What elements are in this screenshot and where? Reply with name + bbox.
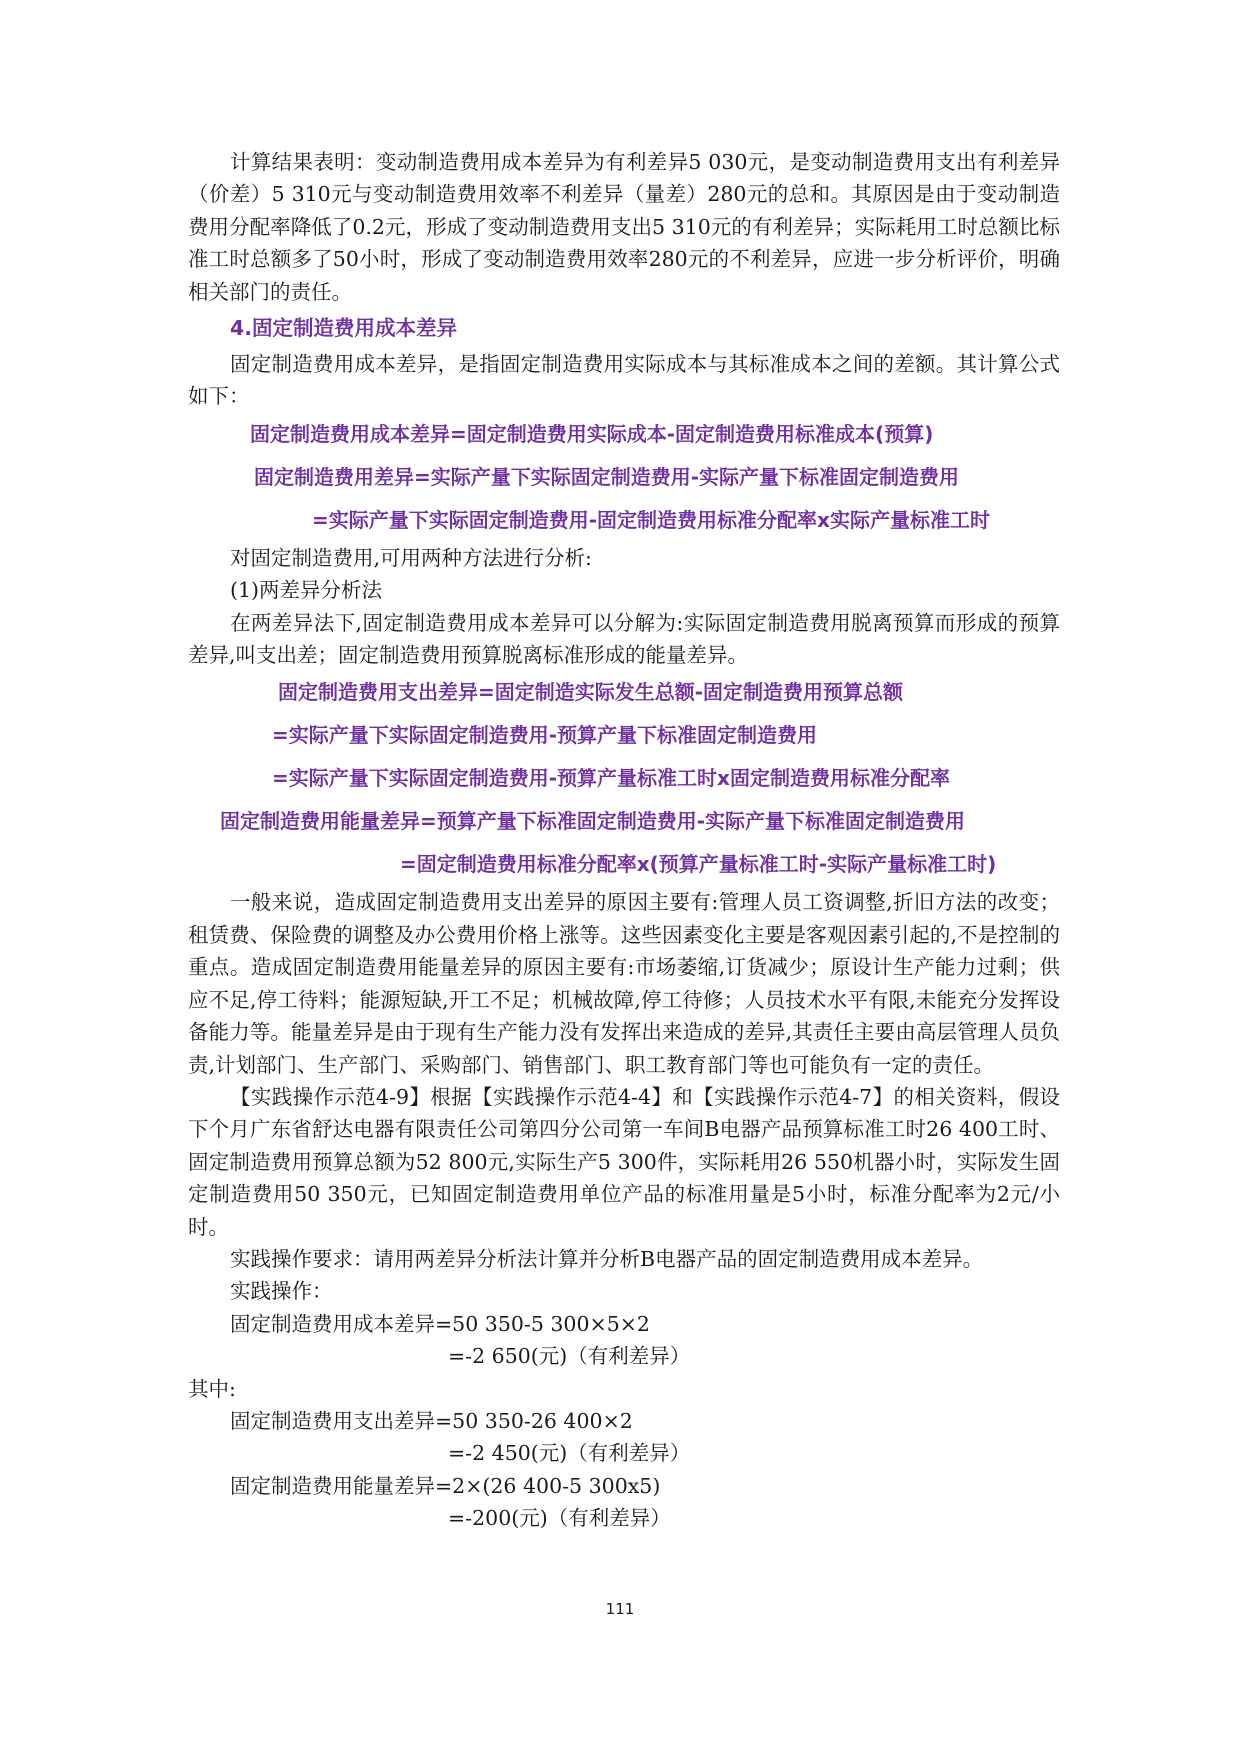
- calc-spending-variance-result: =-2 450(元)（有利差异）: [448, 1441, 691, 1466]
- formula-spending-variance: 固定制造费用支出差异=固定制造实际发生总额-固定制造费用预算总额: [278, 680, 904, 705]
- calc-among-label: 其中:: [188, 1376, 236, 1401]
- paragraph-two-variance-title: (1)两差异分析法: [230, 578, 383, 603]
- paragraph-definition: 固定制造费用成本差异，是指固定制造费用实际成本与其标准成本之间的差额。其计算公式如下：: [188, 352, 1060, 409]
- formula-spending-variance-step3: =实际产量下实际固定制造费用-预算产量标准工时x固定制造费用标准分配率: [272, 766, 950, 791]
- paragraph-result-explanation: 计算结果表明：变动制造费用成本差异为有利差异5 030元，是变动制造费用支出有利差异（价差）5 310元与变动制造费用效率不利差异（量差）280元的总和。其原因是由于变动制造费用分配率降低了0.2元，形成了变动制造费用支出5 310元的有利差异；实际耗用工时总额比标准工时总额多了50小时，形成了变动制造费用效率280元的不利差异，应进一步分析评价，明确相关部门的责任。: [188, 150, 1060, 304]
- page-number: 111: [605, 1600, 635, 1618]
- formula-cost-variance: 固定制造费用成本差异=固定制造费用实际成本-固定制造费用标准成本(预算): [250, 421, 934, 446]
- calc-cost-variance: 固定制造费用成本差异=50 350-5 300×5×2: [230, 1311, 650, 1336]
- calc-cost-variance-result: =-2 650(元)（有利差异）: [448, 1344, 691, 1369]
- formula-variance: 固定制造费用差异=实际产量下实际固定制造费用-实际产量下标准固定制造费用: [254, 464, 960, 489]
- formula-variance-expanded: =实际产量下实际固定制造费用-固定制造费用标准分配率x实际产量标准工时: [312, 507, 990, 532]
- paragraph-two-variance-explanation: 在两差异法下,固定制造费用成本差异可以分解为:实际固定制造费用脱离预算而形成的预算差异,叫支出差；固定制造费用预算脱离标准形成的能量差异。: [188, 610, 1060, 668]
- page-content: [188, 146, 1060, 1535]
- paragraph-practice-requirement: 实践操作要求：请用两差异分析法计算并分析B电器产品的固定制造费用成本差异。: [230, 1246, 984, 1271]
- section-heading: 4.固定制造费用成本差异: [230, 316, 458, 341]
- paragraph-causes: 一般来说，造成固定制造费用支出差异的原因主要有:管理人员工资调整,折旧方法的改变；租赁费、保险费的调整及办公费用价格上涨等。这些因素变化主要是客观因素引起的,不是控制的重点。造成固定制造费用能量差异的原因主要有:市场萎缩,订货减少；原设计生产能力过剩；供应不足,停工待料；能源短缺,开工不足；机械故障,停工待修；人员技术水平有限,未能充分发挥设备能力等。能量差异是由于现有生产能力没有发挥出来造成的差异,其责任主要由高层管理人员负责,计划部门、生产部门、采购部门、销售部门、职工教育部门等也可能负有一定的责任。: [188, 890, 1060, 1077]
- formula-volume-variance: 固定制造费用能量差异=预算产量下标准固定制造费用-实际产量下标准固定制造费用: [220, 809, 966, 834]
- formula-volume-variance-step2: =固定制造费用标准分配率x(预算产量标准工时-实际产量标准工时): [400, 852, 997, 877]
- formula-spending-variance-step2: =实际产量下实际固定制造费用-预算产量下标准固定制造费用: [272, 723, 818, 748]
- paragraph-practice-operation: 实践操作：: [230, 1279, 333, 1304]
- paragraph-practice-example: 【实践操作示范4-9】根据【实践操作示范4-4】和【实践操作示范4-7】的相关资料，假设下个月广东省舒达电器有限责任公司第四分公司第一车间B电器产品预算标准工时26 400工时、固定制造费用预算总额为52 800元,实际生产5 300件，实际耗用26 550机器小时，实际发生固定制造费用50 350元，已知固定制造费用单位产品的标准用量是5小时，标准分配率为2元/小时。: [188, 1084, 1060, 1239]
- calc-volume-variance: 固定制造费用能量差异=2×(26 400-5 300x5): [230, 1473, 661, 1498]
- paragraph-methods-intro: 对固定制造费用,可用两种方法进行分析:: [230, 545, 592, 570]
- calc-volume-variance-result: =-200(元)（有利差异）: [448, 1506, 671, 1531]
- calc-spending-variance: 固定制造费用支出差异=50 350-26 400×2: [230, 1408, 633, 1433]
